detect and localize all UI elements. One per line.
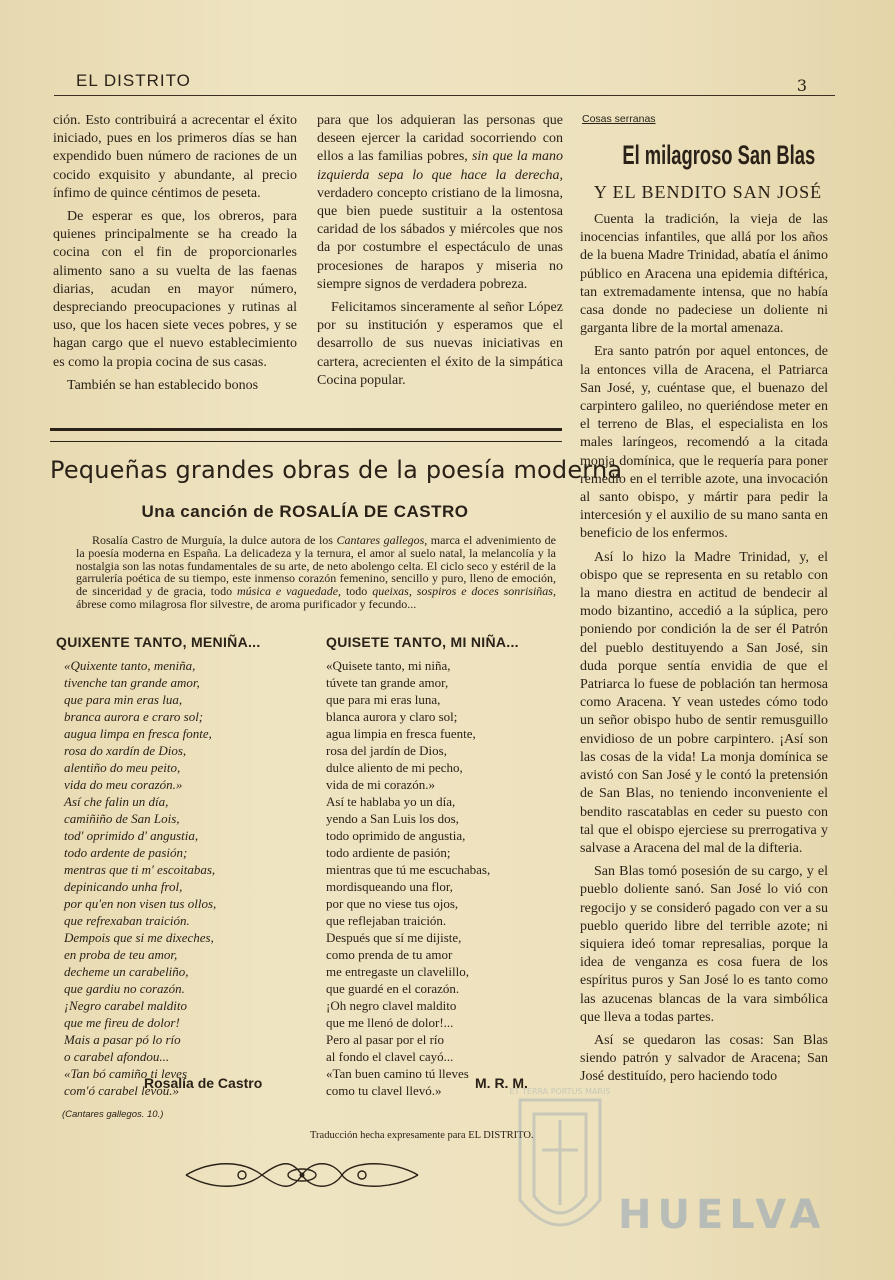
poem-line: rosa do xardín de Dios, xyxy=(64,743,187,758)
poem-line: Mais a pasar pó lo río xyxy=(64,1032,181,1047)
poem-spanish xyxy=(326,657,490,1099)
italic-quote: música e vaguedade, xyxy=(236,584,342,599)
column-2-cocina-popular xyxy=(317,112,563,390)
column-3-san-blas xyxy=(580,211,828,1087)
poem-line: vida do meu corazón.» xyxy=(64,777,183,792)
poem-line: Así te hablaba yo un día, xyxy=(326,794,456,809)
section-divider xyxy=(50,428,562,442)
poem-line: mentras que ti m' escoitabas, xyxy=(64,862,216,877)
poem-line: que gardiu no corazón. xyxy=(64,981,185,996)
poem-line: ¡Oh negro clavel maldito xyxy=(326,998,457,1013)
poem-line: que guardé en el corazón. xyxy=(326,981,460,996)
text-run: ábrese como milagrosa flor silvestre, de aroma purificador y fecundo... xyxy=(76,596,417,611)
column-2-paragraph: Felicitamos sinceramente al señor López por su institución y esperamos que el desarrollo de sus nuevas iniciativas en cartera, acrecienten el éxito de la simpática Cocina popular. xyxy=(317,300,563,388)
poem-line: en proba de teu amor, xyxy=(64,947,178,962)
column-3-paragraph: Cuenta la tradición, la vieja de las inocencias infantiles, que allá por los años de la buena Madre Trinidad, abatía el ánimo público en Aracena una epidemia diftérica, tan extremadamente intensa, que no había casa donde no padeciese un doliente ni garganta libre de la mortal amenaza. xyxy=(580,212,828,337)
header-rule xyxy=(54,95,835,96)
masthead: EL DISTRITO xyxy=(76,71,191,90)
poem-line: por que no viese tus ojos, xyxy=(326,896,459,911)
poem-line: vida de mi corazón.» xyxy=(326,777,436,792)
poem-line: al fondo el clavel cayó... xyxy=(326,1049,454,1064)
poem-line: que me llenó de dolor!... xyxy=(326,1015,454,1030)
poem-line: todo ardiente de pasión; xyxy=(326,845,451,860)
poem-line: blanca aurora y claro sol; xyxy=(326,709,458,724)
column-1-paragraph: También se han establecido bonos xyxy=(67,377,259,393)
poem-line: «Tan bó camiño ti leves xyxy=(64,1066,188,1081)
poem-line: túvete tan grande amor, xyxy=(326,675,449,690)
poem-line: «Quixente tanto, meniña, xyxy=(64,658,196,673)
poem-line: Pero al pasar por el río xyxy=(326,1032,445,1047)
poem-line: todo ardente de pasión; xyxy=(64,845,188,860)
poem-line: «Tan buen camino tú lleves xyxy=(326,1066,469,1081)
poem-line: o carabel afondou... xyxy=(64,1049,170,1064)
column-3-paragraph: San Blas tomó posesión de su cargo, y el pueblo doliente sanó. San José lo vió con regocijo y se consideró pagado con ver a su pueblo querido libre del terrible azote; ni siquiera ideó tomar represalias, porque la idea de venganza es cosa fuera de los espíritus puros y San José lo es tanto como las azucenas blancas de la vara simbólica que lleva a todas partes. xyxy=(580,864,828,1025)
poem-line: mordisqueando una flor, xyxy=(326,879,453,894)
intro-paragraph xyxy=(76,534,556,611)
poem-line: «Quisete tanto, mi niña, xyxy=(326,658,451,673)
poem-line: alentiño do meu peito, xyxy=(64,760,181,775)
column-1-paragraph: De esperar es que, los obreros, para quienes principalmente se ha creado la cocina con el fin de proporcionarles alimento sano a su vuelta de las faenas diarias, acudan en mayor número, despreciando preocupaciones y rutinas al uso, que los hacen siete veces pobres, y se hagan cargo que el nuevo establecimiento es como la propia cocina de sus casas. xyxy=(53,209,297,370)
page-number: 3 xyxy=(796,76,807,95)
italic-quote: queixas, sospiros e doces sonrisiñas, xyxy=(372,584,556,599)
poem-line: decheme un carabeliño, xyxy=(64,964,189,979)
poem-line: yendo a San Luis los dos, xyxy=(326,811,459,826)
decorative-ornament-icon xyxy=(182,1158,422,1192)
column-1-paragraph: ción. Esto contribuirá a acrecentar el éxito iniciado, pues en los primeros días se han expendido buen número de raciones de un cocido exquisito y abundante, al precio ínfimo de quince céntimos de peseta. xyxy=(53,113,297,201)
column-3-paragraph: Era santo patrón por aquel entonces, de la entonces villa de Aracena, el Patriarca San José, y, cuéntase que, el buenazo del carpintero galileo, no queriéndose meter en el terreno de Blas, el especialista en los males laríngeos, recomendó a la citada monja domínica, que le requería para poner remedio en el terrible azote, una invocación al santo obispo, y mártir para pedir la intercesión y el auxilio de su mano santa en beneficio de los enfermos. xyxy=(580,344,828,542)
poem-line: como tu clavel llevó.» xyxy=(326,1083,442,1098)
poem-line: tod' oprimido d' angustia, xyxy=(64,828,199,843)
poem-line: que reflejaban traición. xyxy=(326,913,447,928)
text-run: verdadero concepto cristiano de la limosna, que bien puede sustituir a la ostentosa caridad de los sábados y miércoles que nos da por costumbre el espectáculo de unas procesiones de harapos y miseria no siempre signos de verdadera pobreza. xyxy=(317,185,563,292)
column-3-paragraph: Así lo hizo la Madre Trinidad, y, el obispo que se representa en su retablo con la mano diestra en actitud de bendecir al modo bizantino, accedió a la súplica, pero poniendo por condición la de ser él Patrón del pueblo destituyendo a San José, sin duda porque sentía envidia de que el Patriarca lo fuese de población tan hermosa como Aracena. Y vean ustedes cómo todo un señor obispo hubo de sentir remusguillo envidioso de un pobre carpintero. ¡Así son las cosas de la vida! La monja domínica se avistó con San José y le contó la pretensión de San Blas, no teniendo inconveniente el bendito rascatablas en ceder su puesto con tal que el obispo ejerciese su prerrogativa y salvase a Aracena del mal de la difteria. xyxy=(580,549,828,856)
poem-spanish-signature: M. R. M. xyxy=(475,1075,528,1091)
poem-galician xyxy=(64,657,216,1099)
poem-line: todo oprimido de angustia, xyxy=(326,828,466,843)
text-run: todo xyxy=(341,584,373,599)
poem-source: (Cantares gallegos. 10.) xyxy=(62,1109,164,1120)
column-1-cocina-popular xyxy=(53,112,297,395)
poem-line: Después que sí me dijiste, xyxy=(326,930,462,945)
poem-galician-title: QUIXENTE TANTO, MENIÑA... xyxy=(56,634,261,650)
poem-line: mientras que tú me escuchabas, xyxy=(326,862,491,877)
translation-note: Traducción hecha expresamente para EL DISTRITO. xyxy=(310,1130,534,1141)
poem-line: branca aurora e craro sol; xyxy=(64,709,204,724)
poem-line: me entregaste un clavelillo, xyxy=(326,964,469,979)
column-3-paragraph: Así se quedaron las cosas: San Blas siendo patrón y salvador de Aracena; San José destituído, pero haciendo todo xyxy=(580,1032,828,1085)
poem-line: agua limpia en fresca fuente, xyxy=(326,726,476,741)
poetry-subtitle: Una canción de ROSALÍA DE CASTRO xyxy=(141,502,469,521)
seal-text: ET TERRA PORTUS MARIS xyxy=(509,1087,611,1096)
poem-line: que para mi eras luna, xyxy=(326,692,441,707)
poem-line: que me fireu de dolor! xyxy=(64,1015,180,1030)
poem-line: depinicando unha frol, xyxy=(64,879,183,894)
text-run: para que los adquieran las personas que deseen ejercer la caridad socorriendo con ellos a las familias pobres, xyxy=(317,113,563,165)
poem-line: que para min eras lua, xyxy=(64,692,183,707)
poem-line: que refrexaban traición. xyxy=(64,913,190,928)
poem-line: dulce aliento de mi pecho, xyxy=(326,760,463,775)
column-3-headline: El milagroso San Blas xyxy=(622,140,816,170)
poem-line: Dempois que si me dixeches, xyxy=(64,930,214,945)
poem-line: Así che falin un día, xyxy=(64,794,169,809)
poem-line: tivenche tan grande amor, xyxy=(64,675,200,690)
watermark-text: HUELVA xyxy=(618,1192,827,1238)
poetry-intro xyxy=(76,534,556,611)
text-run: Rosalía Castro de Murguía, la dulce autora de los xyxy=(92,533,337,547)
poetry-section-title: Pequeñas grandes obras de la poesía moderna xyxy=(50,456,623,484)
text-run: marca el advenimiento de la poesía moderna en España. La delicadeza y la ternura, el amor al suelo natal, la melancolía y la nostalgia son las notas fundamentales de su arte, de neto abolengo celta. El ciclo seco y estéril de la garrulería poética de su tiempo, este inmenso corazón femenino, sencillo y puro, lleno de emoción, de sinceridad y de gracia, todo xyxy=(76,533,556,599)
poem-line: com'ó carabel levou.» xyxy=(64,1083,180,1098)
italic-title: Cantares gallegos, xyxy=(336,533,428,547)
poem-line: rosa del jardín de Dios, xyxy=(326,743,447,758)
column-2-paragraph xyxy=(317,112,563,294)
poem-spanish-title: QUISETE TANTO, MI NIÑA... xyxy=(326,634,519,650)
poem-galician-signature: Rosalía de Castro xyxy=(144,1075,263,1091)
poem-line: ¡Negro carabel maldito xyxy=(64,998,188,1013)
column-3-kicker: Cosas serranas xyxy=(582,113,656,125)
column-3-subheadline: Y EL BENDITO SAN JOSÉ xyxy=(593,182,823,202)
poem-line: por qu'en non visen tus ollos, xyxy=(64,896,217,911)
poem-line: augua limpa en fresca fonte, xyxy=(64,726,212,741)
poem-line: como prenda de tu amor xyxy=(326,947,453,962)
poem-line: camiñiño de San Lois, xyxy=(64,811,180,826)
italic-quote: sin que la mano izquierda sepa lo que hace la derecha, xyxy=(317,149,563,183)
